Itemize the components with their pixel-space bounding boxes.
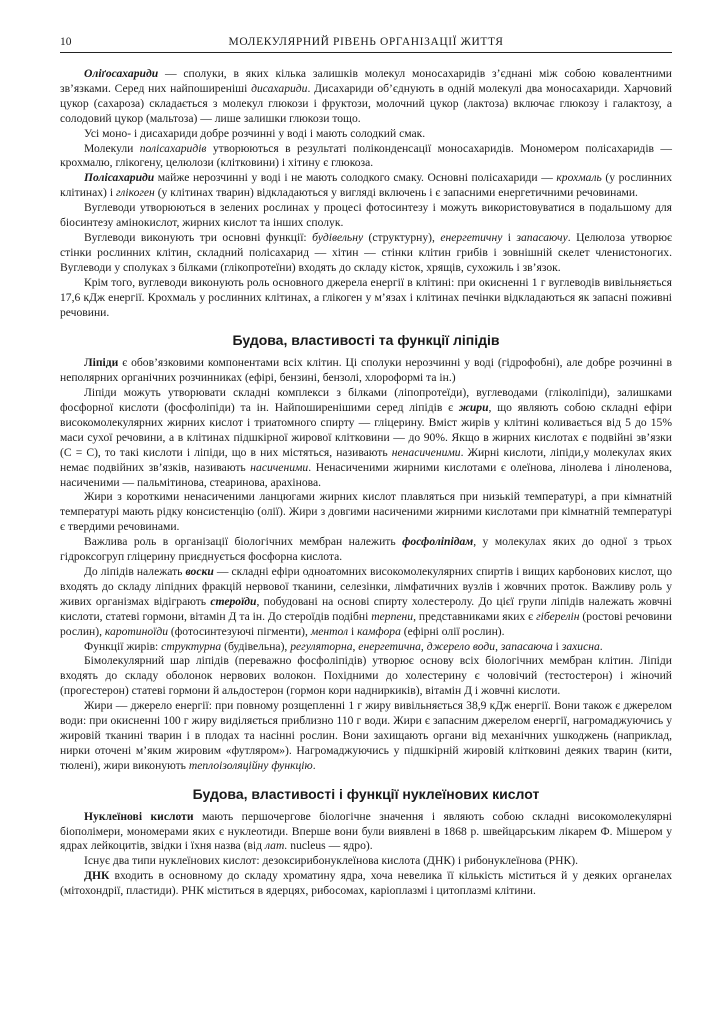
text-run: . Дисахариди об’єднують в одній молекулі два моносахариди. Харчовий цукор (сахароза) складається з молекул глюкози і фруктози, молочний цукор (лактоза) включає глюкозу і галактозу, а солодовий цукор (мальтоза) — лише залишки глюкози тощо.: [60, 81, 672, 125]
emphasized-term: насиченими: [250, 460, 309, 474]
paragraph-fat-melting: [60, 490, 672, 535]
emphasized-term: полісахаридів: [139, 141, 207, 155]
text-run: Функції жирів:: [84, 639, 162, 653]
text-run: є обов’язковими компонентами всіх клітин. Ці сполуки нерозчинні у воді (гідрофобні), але добре розчинні в неполярних органічних розчинниках (ефірі, бензині, бензолі, хлороформі та ін.): [60, 356, 672, 385]
emphasized-term: гіберелін: [536, 609, 580, 623]
emphasized-term: ДНК: [84, 869, 110, 883]
book-page: [60, 36, 672, 899]
emphasized-term: каротиноїди: [104, 624, 169, 638]
text-run: (у клітинах тварин) відкладаються у вигляді включень і є запасними енергетичними речовинами.: [154, 186, 638, 200]
emphasized-term: джерело води: [426, 639, 496, 653]
emphasized-term: будівельну: [312, 230, 364, 244]
text-run: і: [552, 639, 562, 653]
paragraph-phospholipids: [60, 535, 672, 565]
text-run: Жири з короткими ненасиченими ланцюгами жирних кислот плавляться при низькій температурі, а при кімнатній температурі мають рідку консистенцію (олії). Жири з довгими насиченими жирними кислотами при кімнатній температурі є твердими речовинами.: [60, 490, 672, 534]
emphasized-term: енергетичну: [440, 230, 503, 244]
text-run: (ростові речовини рослин),: [60, 609, 673, 638]
emphasized-term: Оліґосахариди: [84, 67, 159, 80]
emphasized-term: крохмаль: [556, 171, 602, 185]
text-run: .: [312, 758, 316, 772]
emphasized-term: Ліпіди: [84, 356, 119, 370]
text-run: (структурну),: [363, 230, 441, 244]
paragraph-dna-location: [60, 869, 672, 899]
text-run: (у рослинних клітинах) і: [60, 171, 672, 200]
emphasized-term: воски: [185, 565, 214, 578]
paragraph-bilayer: [60, 654, 672, 699]
text-run: майже нерозчинні у воді і не мають солодкого смаку. Основні полісахариди —: [154, 171, 557, 185]
paragraph-carb-synthesis: [60, 201, 672, 231]
paragraph-waxes-steroids: [60, 565, 672, 640]
emphasized-term: лат.: [264, 839, 288, 853]
paragraph-fat-functions: [60, 640, 672, 655]
emphasized-term: енергетична: [358, 639, 421, 653]
emphasized-term: ненасиченими: [391, 445, 461, 459]
text-run: — складні ефіри одноатомних високомолекулярних спиртів і вищих карбонових кислот, що входять до складу ліпідних фракцій нервової тканини, селезінки, лімфатичних вузлів і жовчних проток. Важливу роль у живих організмах відіграють: [60, 565, 672, 608]
emphasized-term: камфора: [357, 624, 401, 638]
text-run: Ліпіди можуть утворювати складні комплекси з білками (ліпопротеїди), вуглеводами (гліколіпіди), залишками фосфорної кислоти (фосфоліпіди) та ін. Найпоширенішими серед ліпідів є: [60, 386, 672, 415]
heading-nucleic-acids: Будова, властивості і функції нуклеїнових кислот: [192, 785, 540, 802]
text-run: (ефірні олії рослин).: [400, 624, 505, 638]
text-run: , побудовані на основі спирту холестеролу. До цієї групи ліпідів належать жовчні кислоти, статеві гормони, вітамін Д та ін. До стероїдів подібні: [60, 594, 672, 623]
page-number: 10: [60, 36, 72, 48]
text-run: Молекули: [84, 141, 140, 155]
text-run: утворюються в результаті поліконденсації моносахаридів. Мономером полісахаридів — крохмалю, глікогену, целюлози (клітковини) і хітину є глюкоза.: [60, 141, 672, 170]
text-run: . Целюлоза утворює стінки рослинних клітин, складний полісахарид — хітин — стінки клітин грибів і зовнішній скелет членистоногих. Вуглеводи у сполуках з білками (глікопротеїни) входять до складу кісток, хрящів, сухожиль і зв’язок.: [60, 230, 672, 274]
text-run: Усі моно- і дисахариди добре розчинні у воді і мають солодкий смак.: [84, 126, 426, 140]
emphasized-term: терпени: [371, 609, 414, 623]
text-run: мають першочергове біологічне значення і являють собою складні високомолекулярні біополімери, мономерами яких є нуклеотиди. Вперше вони були виявлені в 1868 р. швейцарським лікарем Ф. Мішером у ядрах лейкоцитів, звідки і їхня назва (від: [60, 809, 673, 853]
text-run: Крім того, вуглеводи виконують роль основного джерела енергії в клітині: при окисненні 1 г вуглеводів вивільняється 17,6 кДж енергії. Крохмаль у рослинних клітинах, а глікоген у м’язах і клітинах печінки відкладаються як запасні поживні речовини.: [60, 275, 672, 319]
paragraph-nucleic-intro: [60, 810, 672, 855]
emphasized-term: Полісахариди: [84, 171, 155, 185]
text-run: ,: [495, 639, 501, 653]
paragraph-lipids-intro: [60, 356, 672, 386]
text-run: . Жирні кислоти, ліпіди,у молекулах яких немає подвійних зв’язків, називають: [60, 445, 672, 474]
text-run: nucleus — ядро).: [287, 839, 373, 853]
text-run: ,: [420, 639, 427, 653]
running-header: [60, 36, 672, 53]
emphasized-term: стероїди: [210, 594, 257, 608]
text-run: входить в основному до складу хроматину ядра, хоча невелика її кількість міститься й у деяких органелах (мітохондрії, пластиди). РНК міститься в ядерцях, рибосомах, каріоплазмі і цитоплазмі клітини.: [60, 869, 672, 898]
text-run: (будівельна),: [221, 639, 291, 653]
text-run: , представниками яких є: [413, 609, 537, 623]
running-title: МОЛЕКУЛЯРНИЙ РІВЕНЬ ОРГАНІЗАЦІЇ ЖИТТЯ: [228, 36, 504, 48]
paragraph-nucleic-types: [60, 854, 672, 869]
text-run: — сполуки, в яких кілька залишків молекул моносахаридів з’єднані між собою ковалентними зв’язками. Серед них найпоширеніші: [60, 67, 672, 95]
emphasized-term: ментол: [310, 624, 349, 638]
heading-lipids: Будова, властивості та функції ліпідів: [232, 332, 500, 349]
emphasized-term: запасаюча: [500, 639, 553, 653]
paragraph-mono-disaccharides: [60, 127, 672, 142]
emphasized-term: глікоген: [115, 186, 155, 200]
page-body: [60, 67, 672, 899]
emphasized-term: регуляторна: [290, 639, 353, 653]
text-run: Жири — джерело енергії: при повному розщепленні 1 г жиру вивільняється 38,9 кДж енергії. Вони також є джерелом води: при окисненні 100 г жиру виділяється приблизно 110 г води. Жири є запасним джерелом енергії, нагромаджуючись у жировій тканині тварин і в плодах та насінні рослин. Вони захищають органи від механічних ушкоджень (наприклад, нирки оточені м’яким жировим «футляром»). Нагромаджуючись у підшкірній жировій клітковині деяких тварин (кити, тюлені), жири виконують: [60, 699, 672, 772]
paragraph-lipid-complexes: [60, 386, 672, 490]
text-run: Важлива роль в організації біологічних мембран належить: [84, 535, 403, 549]
text-run: Бімолекулярний шар ліпідів (переважно фосфоліпідів) утворює основу всіх біологічних мембран клітин. Ліпіди входять до складу оболонок нервових волокон. Похідними до холестерину є чоловічий (тестостерон) і жіночий (прогестерон) статеві гормони й альдостерон (гормон кори надниркиків), вітамін Д і жовчні кислоти.: [60, 654, 672, 698]
text-run: і: [348, 624, 358, 638]
text-run: і: [502, 230, 517, 244]
text-run: ,: [352, 639, 359, 653]
text-run: Вуглеводи виконують три основні функції:: [84, 230, 313, 244]
paragraph-fat-energy: [60, 699, 672, 774]
emphasized-term: захисна: [561, 639, 600, 653]
paragraph-oligosaccharides: [60, 67, 672, 127]
emphasized-term: жири: [458, 401, 489, 415]
emphasized-term: Нуклеїнові кислоти: [84, 809, 194, 823]
emphasized-term: структурна: [161, 639, 222, 653]
paragraph-polysaccharide-formation: [60, 142, 672, 172]
text-run: . Ненасиченими жирними кислотами є олеїнова, лінолева і ліноленова, насиченими — пальмітинова, стеаринова, арахінова.: [60, 460, 672, 489]
emphasized-term: запасаючу: [516, 230, 568, 244]
paragraph-carb-energy: [60, 276, 672, 321]
text-run: , у молекулах яких до одної з трьох гідроксогруп гліцерину приєднується фосфорна кислота.: [60, 535, 672, 564]
emphasized-term: теплоізоляційну функцію: [188, 758, 313, 772]
text-run: Існує два типи нуклеїнових кислот: дезоксирибонуклеїнова кислота (ДНК) і рибонуклеїнова (РНК).: [84, 854, 578, 868]
paragraph-carb-functions: [60, 231, 672, 276]
text-run: Вуглеводи утворюються в зелених рослинах у процесі фотосинтезу і можуть використовуватися в подальшому для біосинтезу амінокислот, жирних кислот та інших сполук.: [60, 201, 672, 230]
text-run: , що являють собою складні ефіри високомолекулярних жирних кислот і триатомного спирту — гліцерину. Вміст жирів у клітині коливається від 5 до 15% маси сухої речовини, а в клітинах підшкірної жирової клітковини — до 90%. Якщо в жирних кислотах є подвійні зв’язки (С = С), то такі кислоти і ліпіди, що в них містяться, називають: [60, 401, 672, 459]
emphasized-term: дисахариди: [251, 81, 308, 95]
text-run: .: [599, 639, 603, 653]
paragraph-polysaccharides: [60, 171, 672, 201]
text-run: До ліпідів належать: [84, 565, 186, 578]
text-run: (фотосинтезуючі пігменти),: [168, 624, 311, 638]
emphasized-term: фосфоліпідам: [402, 535, 474, 549]
